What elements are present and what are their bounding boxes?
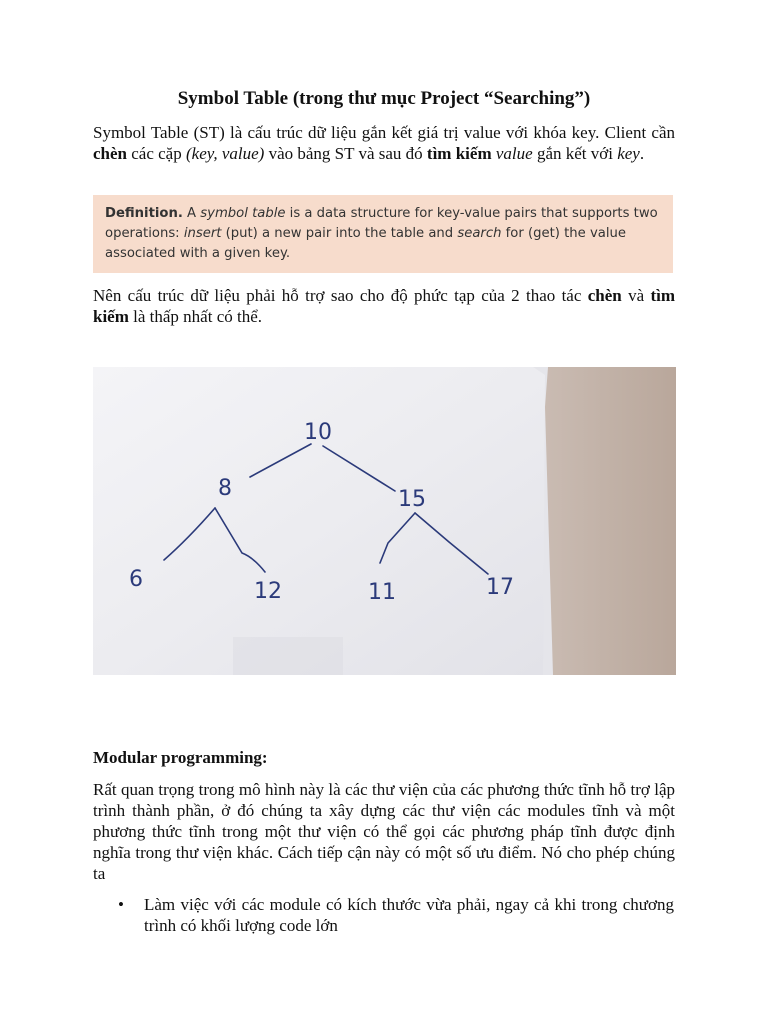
intro-paragraph [93,122,675,164]
complexity-text: và [621,286,651,305]
definition-italic-insert: insert [183,226,222,241]
complexity-paragraph [93,285,675,327]
tree-node: 12 [254,579,282,604]
complexity-text: là thấp nhất có thể. [128,307,263,326]
paper-sheet [93,367,545,675]
intro-italic-key: key [617,144,640,163]
bullet-item: Làm việc với các module có kích thước vừa phải, ngay cả khi trong chương trình có khối lượng code lớn [144,895,674,935]
intro-italic-pair: (key, value) [185,144,265,163]
bst-photo-svg [93,367,676,675]
intro-text: vào bảng ST và sau đó [264,144,427,163]
intro-bold-insert: chèn [93,144,127,163]
intro-text: . [639,144,645,163]
definition-text: for (get) the value associated with a given key. [105,226,626,261]
definition-box [93,195,673,273]
definition-label: Definition. [105,206,183,221]
intro-text: các cặp [127,144,186,163]
complexity-bold-search: tìm kiếm [93,286,675,326]
tree-node: 17 [486,575,514,600]
intro-italic-value: value [495,144,533,163]
paper-show-through [233,637,343,675]
bst-photo [93,367,676,675]
tree-node: 6 [129,567,143,592]
complexity-bold-insert: chèn [587,286,622,305]
complexity-text: Nên cấu trúc dữ liệu phải hỗ trợ sao cho độ phức tạp của 2 thao tác [93,286,588,305]
definition-text: (put) a new pair into the table and [221,226,458,241]
tree-node: 10 [304,420,332,445]
bullet-marker: • [118,895,124,914]
intro-text: Symbol Table (ST) là cấu trúc dữ liệu gắn kết giá trị value với khóa key. Client cần [93,123,675,142]
tree-node: 11 [368,580,396,605]
intro-bold-search: tìm kiếm [426,144,492,163]
definition-text: is a data structure for key-value pairs that supports two operations: [105,206,658,241]
page-title: Symbol Table (trong thư mục Project “Searching”) [177,88,591,109]
definition-italic-term: symbol table [200,206,286,221]
intro-text: gắn kết với [532,144,618,163]
definition-italic-search: search [457,226,502,241]
tree-node: 15 [398,487,426,512]
modular-heading: Modular programming: [93,748,268,767]
definition-text: A [182,206,201,221]
tree-node: 8 [218,476,232,501]
modular-paragraph: Rất quan trọng trong mô hình này là các thư viện của các phương thức tĩnh hỗ trợ lập trình thành phần, ở đó chúng ta xây dựng các thư viện các modules tĩnh và một phương thức tĩnh trong một thư viện có thể gọi các phương pháp tĩnh được định nghĩa trong thư viện khác. Cách tiếp cận này có một số ưu điểm. Nó cho phép chúng ta [93,780,675,883]
